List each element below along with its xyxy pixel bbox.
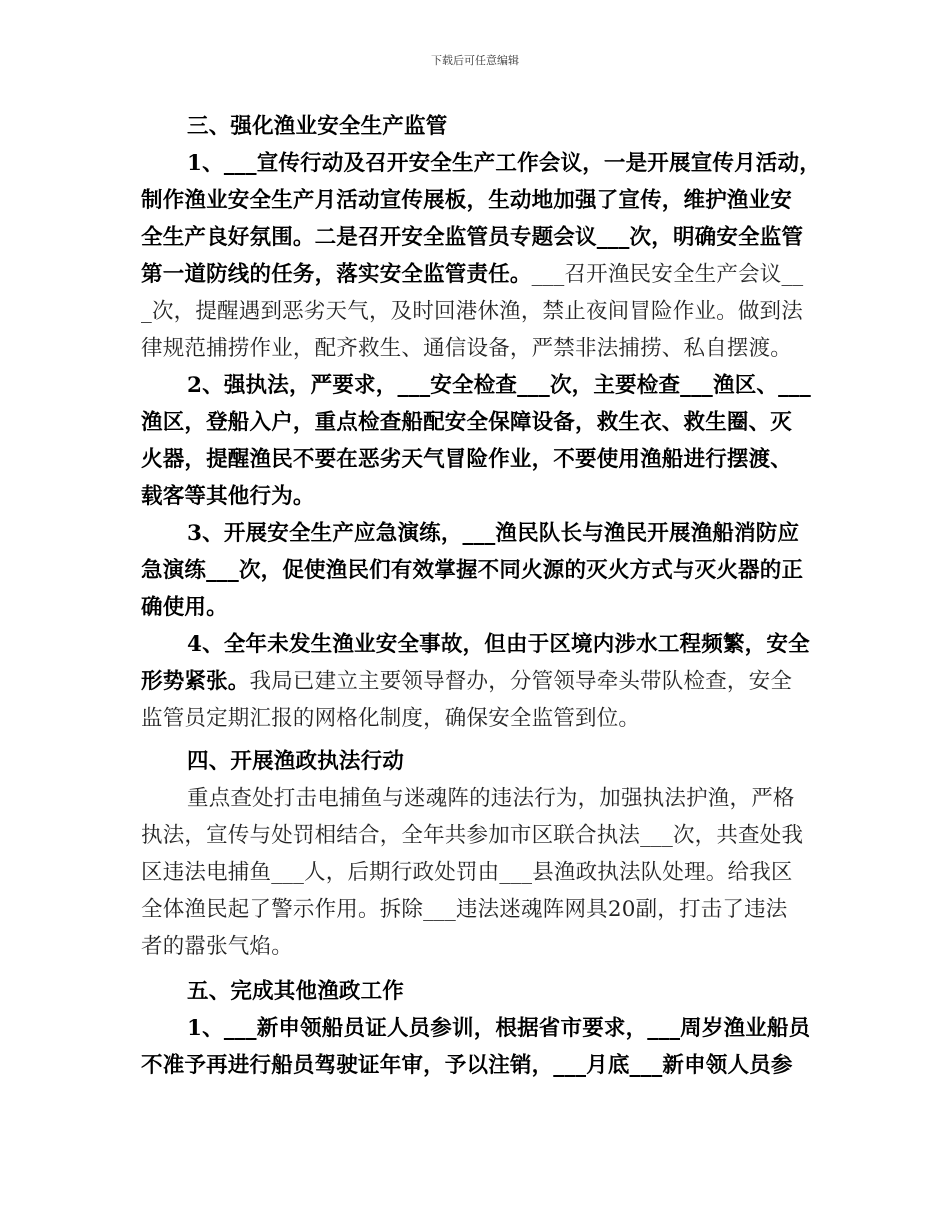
text-line-main: 形势紧张。 <box>141 669 250 694</box>
text-line <box>141 663 811 700</box>
text-line <box>141 367 811 404</box>
text-line-tail: ___召开渔民安全生产会议__ <box>531 262 804 287</box>
text-line <box>141 780 811 817</box>
text-line-main: 全生产良好氛围。二是召开安全监管员专题会议___次，明确安全监管 <box>141 225 804 250</box>
text-line-main: 2、强执法，严要求，___安全检查___次，主要检查___渔区、___ <box>187 373 811 398</box>
text-line <box>141 404 811 441</box>
text-line-main: 不准予再进行船员驾驶证年审，予以注销，___月底___新申领人员参 <box>141 1053 793 1078</box>
text-line-main: 4、全年未发生渔业安全事故，但由于区境内涉水工程频繁，安全 <box>187 632 810 657</box>
text-line-main: 执法，宣传与处罚相结合，全年共参加市区联合执法___次，共查处我 <box>141 823 804 848</box>
text-line-main: 监管员定期汇报的网格化制度，确保安全监管到位。 <box>141 706 641 731</box>
text-line <box>141 515 811 552</box>
text-line <box>141 928 811 965</box>
text-line-main: 五、完成其他渔政工作 <box>187 979 405 1004</box>
text-line-main: 载客等其他行为。 <box>141 484 315 509</box>
text-line-main: 律规范捕捞作业，配齐救生、通信设备，严禁非法捕捞、私自摆渡。 <box>141 336 793 361</box>
text-line <box>141 552 811 589</box>
text-line-main: 全体渔民起了警示作用。拆除___违法迷魂阵网具20副，打击了违法 <box>141 897 788 922</box>
text-line-main: 重点查处打击电捕鱼与迷魂阵的违法行为，加强执法护渔，严格 <box>187 786 795 811</box>
text-line <box>141 108 811 145</box>
text-line <box>141 441 811 478</box>
text-line <box>141 145 821 182</box>
text-line <box>141 1047 811 1084</box>
text-line-main: 三、强化渔业安全生产监管 <box>187 114 448 139</box>
text-line <box>141 182 811 219</box>
text-line-main: 1、___宣传行动及召开安全生产工作会议，一是开展宣传月活动， <box>187 151 821 176</box>
page-header: 下载后可任意编辑 <box>431 54 519 67</box>
text-line <box>141 1010 811 1047</box>
text-line <box>141 817 811 854</box>
text-line <box>141 293 811 330</box>
text-line-tail: 我局已建立主要领导督办，分管领导牵头带队检查，安全 <box>249 669 793 694</box>
text-line <box>141 743 811 780</box>
text-line <box>141 219 811 256</box>
text-line <box>141 330 811 367</box>
text-line <box>141 589 811 626</box>
text-line-main: 制作渔业安全生产月活动宣传展板，生动地加强了宣传，维护渔业安 <box>141 188 793 213</box>
text-line <box>141 854 811 891</box>
text-line <box>141 891 811 928</box>
text-line <box>141 973 811 1010</box>
text-line-main: 四、开展渔政执法行动 <box>187 749 405 774</box>
text-line <box>141 256 811 293</box>
text-line-main: 1、___新申领船员证人员参训，根据省市要求，___周岁渔业船员 <box>187 1016 811 1041</box>
text-line <box>141 626 811 663</box>
text-line-main: 者的嚣张气焰。 <box>141 934 293 959</box>
text-line-main: 确使用。 <box>141 595 228 620</box>
document-body <box>141 108 821 1084</box>
text-line-main: 火器，提醒渔民不要在恶劣天气冒险作业，不要使用渔船进行摆渡、 <box>141 447 793 472</box>
text-line-main: 渔区，登船入户，重点检查船配安全保障设备，救生衣、救生圈、灭 <box>141 410 793 435</box>
text-line-main: 急演练___次，促使渔民们有效掌握不同火源的灭火方式与灭火器的正 <box>141 558 804 583</box>
text-line-main: 区违法电捕鱼___人，后期行政处罚由___县渔政执法队处理。给我区 <box>141 860 793 885</box>
text-line <box>141 700 811 737</box>
text-line-main: _次，提醒遇到恶劣天气，及时回港休渔，禁止夜间冒险作业。做到法 <box>141 299 803 324</box>
text-line-main: 3、开展安全生产应急演练，___渔民队长与渔民开展渔船消防应 <box>187 521 800 546</box>
text-line <box>141 478 811 515</box>
text-line-main: 第一道防线的任务，落实安全监管责任。 <box>141 262 532 287</box>
